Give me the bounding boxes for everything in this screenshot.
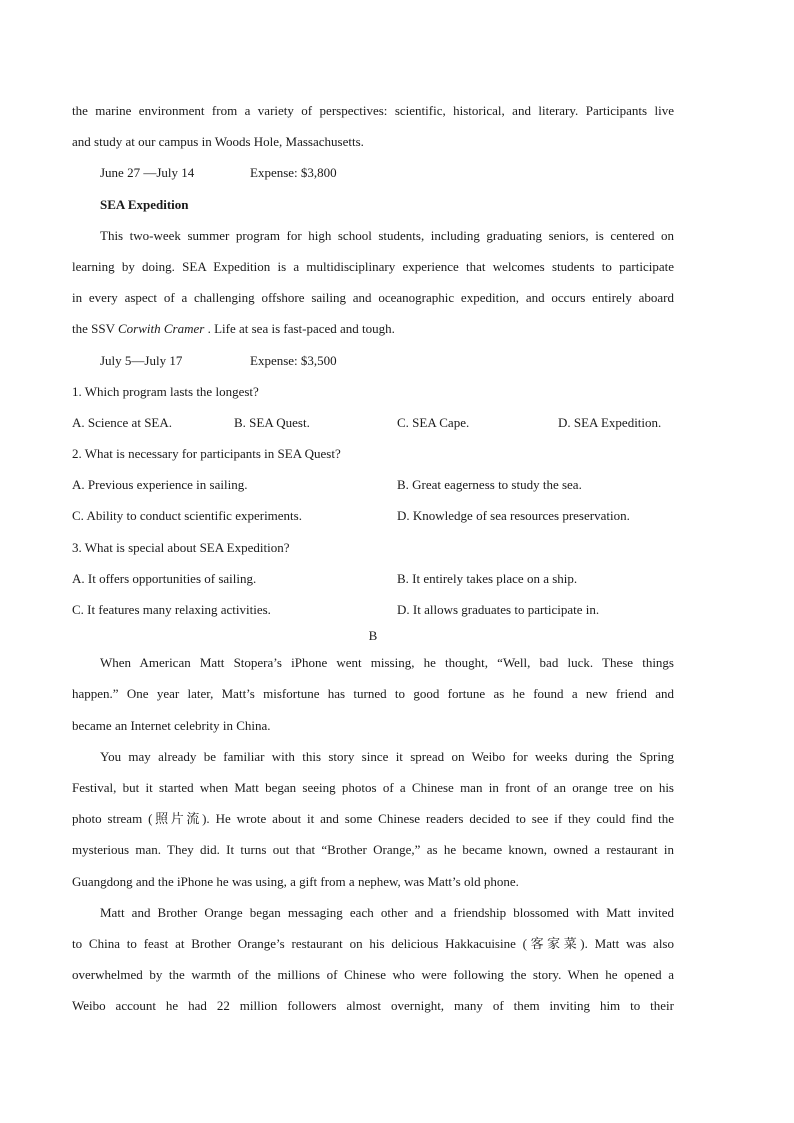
- question-1: 1. Which program lasts the longest?: [72, 383, 259, 399]
- question-2-option-a: A. Previous experience in sailing.: [72, 477, 248, 493]
- question-3-options-row-2: [72, 594, 674, 625]
- section-b-para-3-line-2: to China to feast at Brother Orange’s restaurant on his delicious Hakkacuisine (客家菜). Matt was also: [72, 935, 674, 951]
- section-b-para-1-line-2: happen.” One year later, Matt’s misfortune has turned to good fortune as he found a new friend and: [72, 686, 674, 702]
- question-1-option-d: D. SEA Expedition.: [558, 414, 662, 430]
- sea-expedition-expense: Expense: $3,500: [250, 352, 337, 368]
- question-3-options-row-1: [72, 563, 674, 594]
- question-3-option-a: A. It offers opportunities of sailing.: [72, 570, 257, 586]
- question-1-option-a: A. Science at SEA.: [72, 414, 173, 430]
- sea-cape-meta: [72, 157, 674, 188]
- sea-expedition-line-4-post: . Life at sea is fast-paced and tough.: [204, 321, 395, 337]
- sea-cape-dates: June 27 —July 14: [100, 165, 195, 181]
- document-page: [72, 95, 674, 1021]
- section-b-para-3-line-3: overwhelmed by the warmth of the millions of Chinese who were following the story. When he opened a: [72, 967, 674, 983]
- section-b-para-2-line-3: photo stream (照片流). He wrote about it and some Chinese readers decided to see if they could find the: [72, 811, 674, 827]
- sea-expedition-line-3: in every aspect of a challenging offshore sailing and oceanographic expedition, and occurs entirely aboard: [72, 290, 674, 306]
- sea-expedition-line-4-pre: the SSV: [72, 321, 118, 337]
- sea-expedition-meta: [72, 345, 674, 376]
- section-b-para-2-line-1: You may already be familiar with this story since it spread on Weibo for weeks during the Spring: [100, 748, 674, 764]
- question-3-option-b: B. It entirely takes place on a ship.: [397, 570, 578, 586]
- question-3-option-d: D. It allows graduates to participate in.: [397, 602, 600, 617]
- sea-expedition-line-4: [72, 313, 674, 344]
- sea-expedition-dates: July 5—July 17: [100, 352, 183, 368]
- passage-a-line-2: and study at our campus in Woods Hole, Massachusetts.: [72, 134, 364, 150]
- passage-a-line-1: the marine environment from a variety of perspectives: scientific, historical, and literary. Participants live: [72, 103, 674, 118]
- question-1-options: [72, 407, 674, 438]
- question-2: 2. What is necessary for participants in SEA Quest?: [72, 446, 341, 462]
- section-b-para-2-line-4: mysterious man. They did. It turns out that “Brother Orange,” as he became known, owned a restaurant in: [72, 842, 674, 858]
- section-b-para-1-line-3: became an Internet celebrity in China.: [72, 717, 271, 733]
- question-2-options-row-2: [72, 500, 674, 531]
- question-2-option-d: D. Knowledge of sea resources preservation.: [397, 508, 630, 524]
- question-2-options-row-1: [72, 469, 674, 500]
- section-b-para-2-line-2: Festival, but it started when Matt began seeing photos of a Chinese man in front of an orange tree on his: [72, 779, 674, 795]
- section-b-para-2-line-5: Guangdong and the iPhone he was using, a gift from a nephew, was Matt’s old phone.: [72, 873, 519, 889]
- question-1-option-b: B. SEA Quest.: [234, 414, 310, 430]
- section-b-para-1-line-1: When American Matt Stopera’s iPhone went missing, he thought, “Well, bad luck. These things: [100, 655, 674, 671]
- section-b-para-3-line-1: Matt and Brother Orange began messaging each other and a friendship blossomed with Matt invited: [100, 904, 674, 920]
- question-1-option-c: C. SEA Cape.: [397, 414, 470, 430]
- sea-expedition-line-2: learning by doing. SEA Expedition is a multidisciplinary experience that welcomes students to participate: [72, 258, 674, 274]
- ship-name: Corwith Cramer: [118, 321, 205, 337]
- sea-expedition-line-1: This two-week summer program for high school students, including graduating seniors, is centered on: [100, 227, 674, 243]
- section-b-label: B: [368, 628, 378, 644]
- sea-expedition-title: SEA Expedition: [100, 196, 189, 212]
- question-3-option-c: C. It features many relaxing activities.: [72, 602, 271, 617]
- question-2-option-c: C. Ability to conduct scientific experiments.: [72, 508, 302, 524]
- question-3: 3. What is special about SEA Expedition?: [72, 539, 290, 555]
- sea-cape-expense: Expense: $3,800: [250, 165, 337, 181]
- section-b-para-3-line-4: Weibo account he had 22 million followers almost overnight, many of them inviting him to their: [72, 998, 674, 1014]
- question-2-option-b: B. Great eagerness to study the sea.: [397, 477, 582, 493]
